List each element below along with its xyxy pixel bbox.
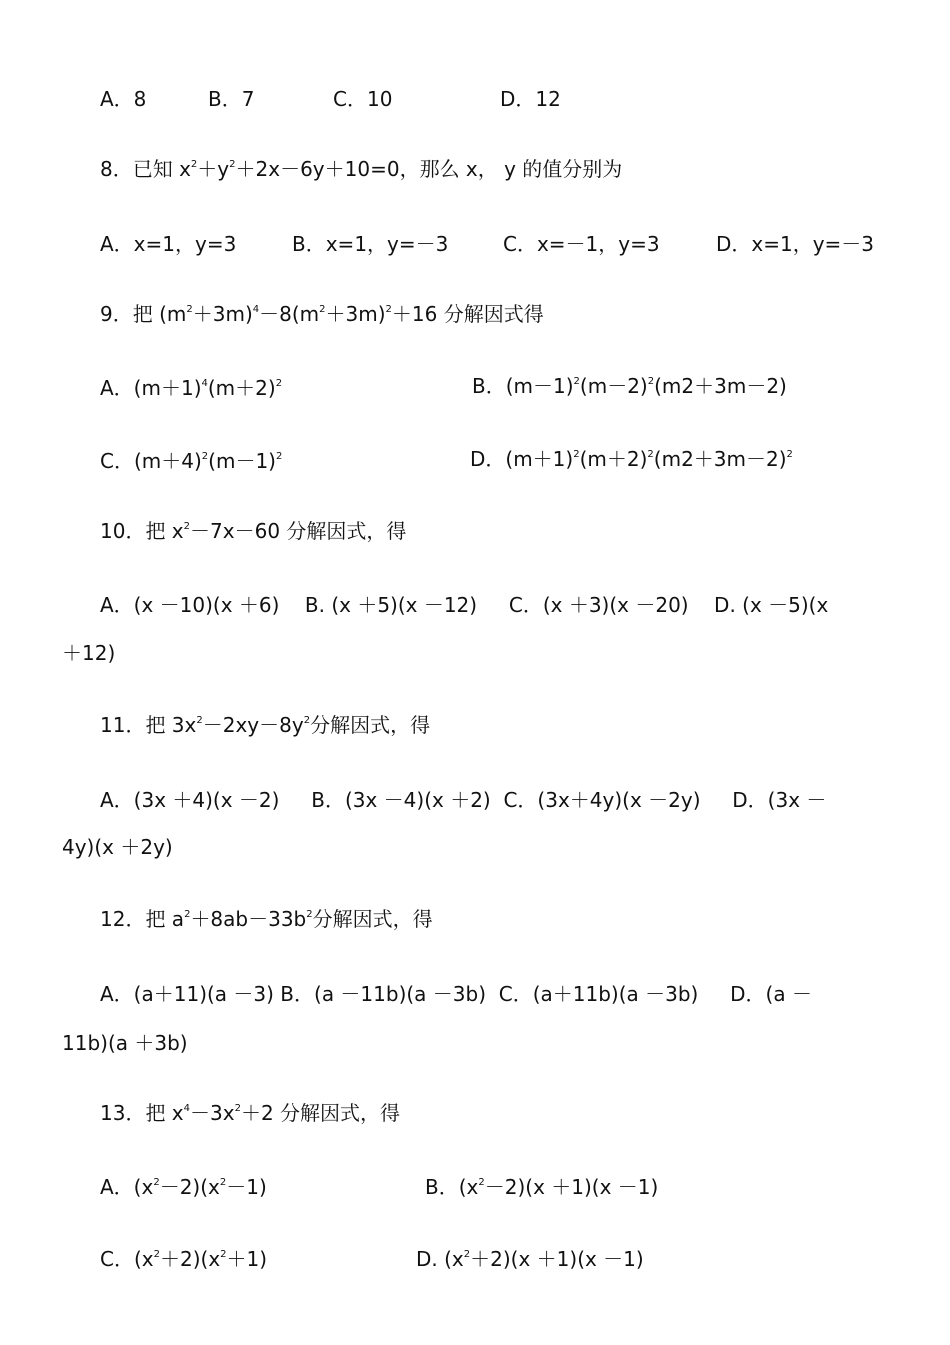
q10-options-line1: A．(x －10)(x ＋6) B. (x ＋5)(x －12) C．(x ＋3)(x －20) D. (x －5)(x <box>100 593 829 617</box>
q8-option-b: B．x=1，y=－3 <box>292 232 449 256</box>
q8-stem: 8．已知 $x^2+y^2+2x-6y+10=0$，那么 x， y 的值分别为 <box>100 157 623 181</box>
q13-stem: 13．把 $x^4-3x^2+2$ 分解因式，得 <box>100 1101 401 1125</box>
q10-stem: 10．把 $x^2-7x-60$ 分解因式，得 <box>100 519 407 543</box>
q8-option-a: A．x=1，y=3 <box>100 232 237 256</box>
q13-option-c: C．$(x^2+2)(x^2+1)$ <box>100 1247 268 1271</box>
q9-option-a: A．$(m+1)^4(m+2)^2$ <box>100 376 283 400</box>
q11-stem: 11．把 $3x^2-2xy-8y^2$分解因式，得 <box>100 713 431 737</box>
q9-option-b: B．$(m-1)^2(m-2)^2(m2+3m-2)$ <box>472 374 787 398</box>
q8-option-c: C．x=－1，y=3 <box>503 232 660 256</box>
q7-option-a: A．8 <box>100 87 147 111</box>
q12-options-line1: A．(a＋11)(a －3) B．(a －11b)(a －3b) C．(a＋11b)(a －3b) D．(a － <box>100 982 812 1006</box>
q11-options-line1: A．(3x ＋4)(x －2) B．(3x －4)(x ＋2) C．(3x＋4y)(x －2y) D．(3x － <box>100 788 827 812</box>
q12-options-line2: 11b)(a ＋3b) <box>62 1031 188 1055</box>
q8-option-d: D．x=1，y=－3 <box>716 232 875 256</box>
q13-option-a: A．$(x^2-2)(x^2-1)$ <box>100 1175 267 1199</box>
q12-stem: 12．把 $a^2+8ab-33b^2$分解因式，得 <box>100 907 433 931</box>
q10-options-line2: ＋12) <box>62 641 116 665</box>
q9-stem: 9．把 $(m^2+3m)^4-8(m^2+3m)^2+16$ 分解因式得 <box>100 302 544 326</box>
q7-option-d: D．12 <box>500 87 561 111</box>
q13-option-d: D. $(x^2+2)(x +1)(x -1)$ <box>416 1247 644 1271</box>
q13-option-b: B．$(x^2-2)(x +1)(x -1)$ <box>425 1175 659 1199</box>
q9-option-c: C．$(m+4)^2(m-1)^2$ <box>100 449 283 473</box>
q11-options-line2: 4y)(x ＋2y) <box>62 835 173 859</box>
q9-option-d: D．$(m+1)^2(m+2)^2(m2+3m-2)^2$ <box>470 447 793 471</box>
q7-option-c: C．10 <box>333 87 393 111</box>
q7-option-b: B．7 <box>208 87 255 111</box>
